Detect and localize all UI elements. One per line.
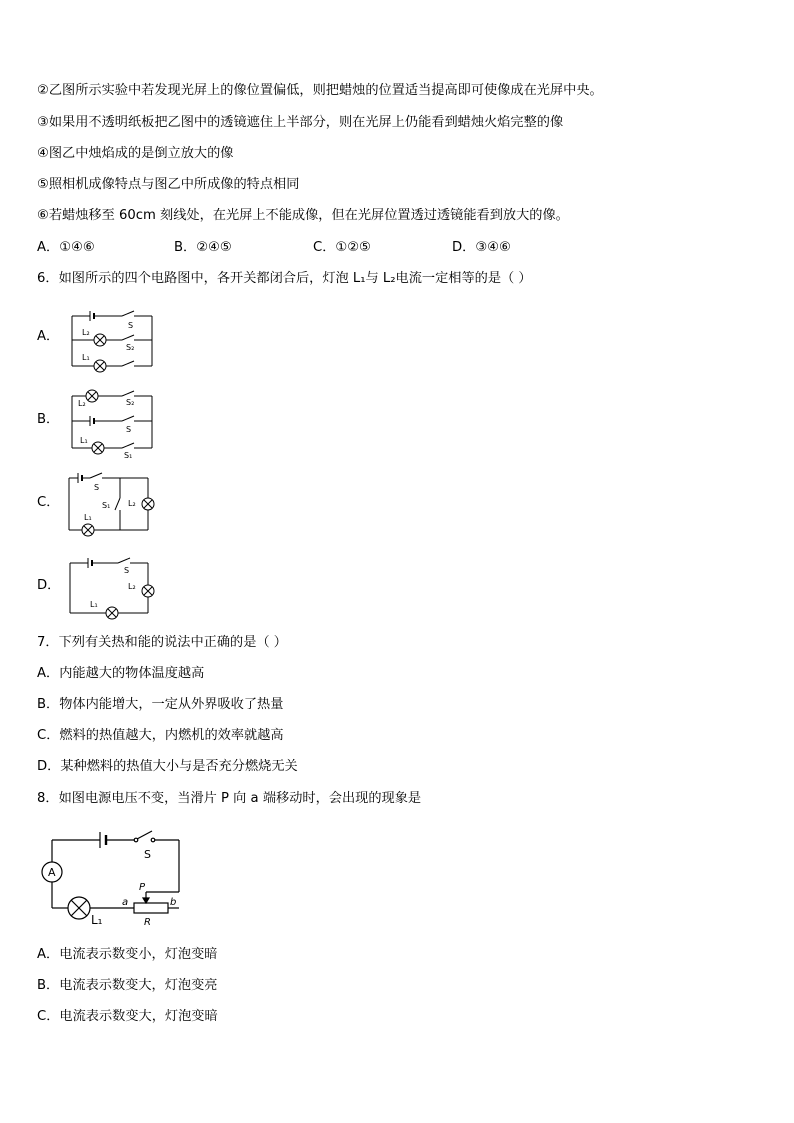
label-s: S [94, 483, 100, 492]
q5-option-b[interactable]: B．②④⑤ [174, 240, 232, 255]
statement-3: ③如果用不透明纸板把乙图中的透镜遮住上半部分，则在光屏上仍能看到蜡烛火焰完整的像 [37, 115, 564, 130]
q6-option-d-label[interactable]: D． [37, 578, 61, 593]
circuit-diagram-c [66, 470, 158, 538]
label-l2: L₂ [128, 582, 136, 591]
label-a: a [122, 897, 129, 908]
q5-options [37, 239, 737, 257]
circuit-diagram-a [66, 308, 158, 376]
label-s2: S₂ [126, 398, 135, 407]
q8-option-c[interactable]: C．电流表示数变大，灯泡变暗 [37, 1009, 218, 1024]
label-s2: S₂ [126, 343, 135, 352]
label-l2: L₂ [78, 399, 86, 408]
label-l1: L₁ [84, 513, 92, 522]
statement-2: ②乙图所示实验中若发现光屏上的像位置偏低，则把蜡烛的位置适当提高即可使像成在光屏中央。 [37, 83, 603, 98]
q6-option-b-label[interactable]: B． [37, 412, 60, 427]
label-l1: L₁ [91, 913, 103, 927]
circuit-diagram-d [66, 555, 158, 621]
q5-option-c[interactable]: C．①②⑤ [313, 240, 371, 255]
label-s1: S₁ [124, 451, 133, 460]
label-ammeter: A [48, 866, 56, 879]
q7-option-a[interactable]: A．内能越大的物体温度越高 [37, 666, 205, 681]
label-l2: L₂ [128, 499, 136, 508]
label-l1: L₁ [80, 436, 88, 445]
q5-option-d[interactable]: D．③④⑥ [452, 240, 511, 255]
label-s: S [124, 566, 130, 575]
q5-option-a[interactable]: A．①④⑥ [37, 240, 95, 255]
q6-option-a-label[interactable]: A． [37, 329, 60, 344]
label-s: S [144, 848, 151, 861]
statement-5: ⑤照相机成像特点与图乙中所成像的特点相同 [37, 177, 300, 192]
circuit-diagram-b [66, 388, 158, 458]
q8-option-b[interactable]: B．电流表示数变大，灯泡变亮 [37, 978, 218, 993]
label-p: P [139, 882, 146, 893]
statement-6: ⑥若蜡烛移至 60cm 刻线处，在光屏上不能成像，但在光屏位置透过透镜能看到放大的像。 [37, 208, 569, 223]
q6-stem: 6．如图所示的四个电路图中，各开关都闭合后，灯泡 L₁与 L₂电流一定相等的是（ ） [37, 271, 532, 286]
q8-option-a[interactable]: A．电流表示数变小，灯泡变暗 [37, 947, 218, 962]
circuit-diagram-q8 [36, 826, 186, 930]
label-l1: L₁ [90, 600, 98, 609]
label-b: b [170, 897, 177, 908]
q7-option-b[interactable]: B．物体内能增大，一定从外界吸收了热量 [37, 697, 284, 712]
q7-option-d[interactable]: D．某种燃料的热值大小与是否充分燃烧无关 [37, 759, 298, 774]
label-s: S [128, 321, 134, 330]
label-l2: L₂ [82, 328, 90, 337]
q7-option-c[interactable]: C．燃料的热值越大，内燃机的效率就越高 [37, 728, 284, 743]
label-l1: L₁ [82, 353, 90, 362]
q8-stem: 8．如图电源电压不变，当滑片 P 向 a 端移动时，会出现的现象是 [37, 791, 422, 806]
label-r: R [144, 917, 151, 928]
statement-4: ④图乙中烛焰成的是倒立放大的像 [37, 146, 234, 161]
q6-option-c-label[interactable]: C． [37, 495, 60, 510]
label-s: S [126, 425, 132, 434]
label-s1: S₁ [102, 501, 111, 510]
q7-stem: 7．下列有关热和能的说法中正确的是（ ） [37, 635, 287, 650]
